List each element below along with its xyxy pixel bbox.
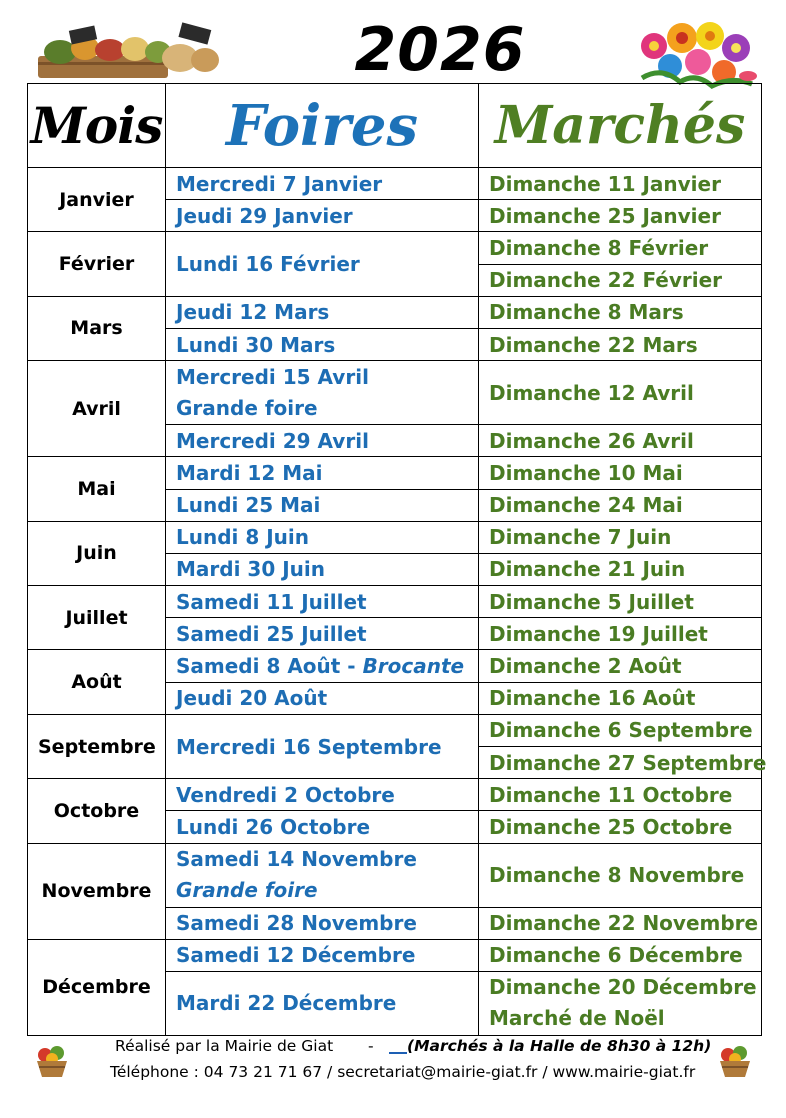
table-row [28, 779, 762, 811]
marche-cell: Dimanche 22 Février [479, 264, 762, 296]
foire-cell: Samedi 25 Juillet [166, 618, 479, 650]
month-cell: Février [28, 232, 166, 296]
month-cell: Juin [28, 521, 166, 585]
marche-cell: Dimanche 21 Juin [479, 553, 762, 585]
marche-note: Marché de Noël [489, 1006, 665, 1031]
marche-cell: Dimanche 27 Septembre [479, 747, 762, 779]
table-row [28, 843, 762, 907]
foire-cell: Mardi 22 Décembre [166, 971, 479, 1035]
month-cell: Avril [28, 361, 166, 457]
month-cell: Octobre [28, 779, 166, 843]
foire-cell: Vendredi 2 Octobre [166, 779, 479, 811]
foire-cell: Mardi 30 Juin [166, 553, 479, 585]
foire-cell: Mercredi 29 Avril [166, 425, 479, 457]
marche-cell: Dimanche 2 Août [479, 650, 762, 682]
table-row [28, 586, 762, 618]
header-marches: Marchés [479, 84, 762, 168]
footer-made-by: Réalisé par la Mairie de Giat [115, 1037, 334, 1055]
marche-cell: Dimanche 8 Mars [479, 296, 762, 328]
foire-cell [166, 843, 479, 907]
foire-cell: Jeudi 20 Août [166, 682, 479, 714]
table-row [28, 361, 762, 425]
foire-date: Samedi 14 Novembre [176, 847, 417, 872]
foire-date: Samedi 8 Août - [176, 654, 363, 679]
foire-cell: Lundi 8 Juin [166, 521, 479, 553]
foire-cell: Samedi 28 Novembre [166, 907, 479, 939]
month-cell: Août [28, 650, 166, 714]
table-row [28, 650, 762, 682]
marche-cell: Dimanche 11 Janvier [479, 168, 762, 200]
foire-cell: Samedi 11 Juillet [166, 586, 479, 618]
month-cell: Décembre [28, 939, 166, 1035]
vegetable-basket-icon [35, 1043, 69, 1079]
calendar-table [27, 83, 767, 1036]
marche-cell: Dimanche 5 Juillet [479, 586, 762, 618]
foire-cell: Samedi 12 Décembre [166, 939, 479, 971]
header-foires: Foires [166, 84, 479, 168]
footer-contact: Téléphone : 04 73 21 71 67 / secretariat@mairie-giat.fr / www.mairie-giat.fr [110, 1063, 696, 1081]
foire-cell: Mercredi 7 Janvier [166, 168, 479, 200]
foire-note: Brocante [362, 654, 465, 679]
footer-dash: - [368, 1037, 374, 1055]
marche-cell [479, 971, 762, 1035]
marche-cell: Dimanche 12 Avril [479, 361, 762, 425]
page-title: 2026 [354, 15, 526, 85]
month-cell: Septembre [28, 714, 166, 778]
month-cell: Mai [28, 457, 166, 521]
marche-cell: Dimanche 24 Mai [479, 489, 762, 521]
marche-cell: Dimanche 8 Novembre [479, 843, 762, 907]
table-row [28, 296, 762, 328]
table-row [28, 714, 762, 746]
marche-cell: Dimanche 16 Août [479, 682, 762, 714]
foire-cell: Mercredi 16 Septembre [166, 714, 479, 778]
foire-cell: Lundi 16 Février [166, 232, 479, 296]
marche-cell: Dimanche 8 Février [479, 232, 762, 264]
marche-cell: Dimanche 19 Juillet [479, 618, 762, 650]
foire-cell: Jeudi 12 Mars [166, 296, 479, 328]
foire-cell: Mardi 12 Mai [166, 457, 479, 489]
header-row [28, 84, 762, 168]
month-cell: Juillet [28, 586, 166, 650]
vegetables-crate-icon [30, 22, 225, 82]
marche-cell: Dimanche 25 Janvier [479, 200, 762, 232]
marche-cell: Dimanche 7 Juin [479, 521, 762, 553]
foire-cell [166, 650, 479, 682]
marche-cell: Dimanche 25 Octobre [479, 811, 762, 843]
vegetable-basket-icon [718, 1043, 752, 1079]
marche-cell: Dimanche 6 Décembre [479, 939, 762, 971]
month-cell: Novembre [28, 843, 166, 939]
table-row [28, 521, 762, 553]
table-row [28, 939, 762, 971]
marche-date: Dimanche 20 Décembre [489, 975, 757, 1000]
marche-cell: Dimanche 11 Octobre [479, 779, 762, 811]
marche-cell: Dimanche 26 Avril [479, 425, 762, 457]
footer-hours: (Marchés à la Halle de 8h30 à 12h) [407, 1037, 712, 1055]
month-cell: Janvier [28, 168, 166, 232]
table-row [28, 168, 762, 200]
foire-cell: Lundi 25 Mai [166, 489, 479, 521]
month-cell: Mars [28, 296, 166, 360]
marche-cell: Dimanche 22 Mars [479, 328, 762, 360]
table-row [28, 232, 762, 264]
footer-underline [389, 1037, 407, 1054]
foire-cell: Lundi 26 Octobre [166, 811, 479, 843]
foire-cell: Jeudi 29 Janvier [166, 200, 479, 232]
table-row [28, 457, 762, 489]
foire-cell [166, 361, 479, 425]
marche-cell: Dimanche 22 Novembre [479, 907, 762, 939]
marche-cell: Dimanche 6 Septembre [479, 714, 762, 746]
foire-note: Grande foire [176, 878, 318, 903]
foire-note: Grande foire [176, 395, 318, 420]
header-mois: Mois [28, 84, 166, 168]
marche-cell: Dimanche 10 Mai [479, 457, 762, 489]
foire-date: Mercredi 15 Avril [176, 364, 369, 389]
foire-cell: Lundi 30 Mars [166, 328, 479, 360]
